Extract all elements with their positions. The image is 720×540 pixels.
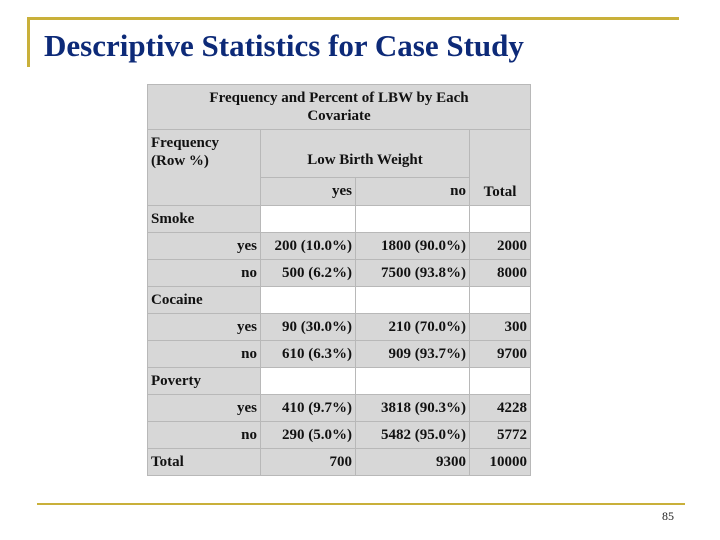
col-header-total: Total	[470, 130, 531, 206]
cell-total: 9700	[470, 341, 531, 368]
total-no: 9300	[356, 449, 470, 476]
cell-no: 1800 (90.0%)	[356, 233, 470, 260]
cell-no: 7500 (93.8%)	[356, 260, 470, 287]
header-row	[148, 130, 531, 178]
table-caption	[148, 85, 531, 130]
cell-yes: 410 (9.7%)	[261, 395, 356, 422]
cell-no: 909 (93.7%)	[356, 341, 470, 368]
col-header-no: no	[356, 178, 470, 206]
table-row	[148, 422, 531, 449]
cell-yes: 290 (5.0%)	[261, 422, 356, 449]
frequency-table-container	[147, 84, 531, 476]
cell-total: 5772	[470, 422, 531, 449]
slide-frame-bottom-line	[37, 503, 685, 505]
cell-no: 210 (70.0%)	[356, 314, 470, 341]
frequency-table	[147, 84, 531, 476]
cell-yes: 610 (6.3%)	[261, 341, 356, 368]
page-number: 85	[662, 509, 674, 523]
cell-no: 5482 (95.0%)	[356, 422, 470, 449]
col-header-yes: yes	[261, 178, 356, 206]
group-row-poverty	[148, 368, 531, 395]
cell-total: 8000	[470, 260, 531, 287]
caption-line: Covariate	[307, 108, 371, 124]
table-row	[148, 341, 531, 368]
table-row	[148, 233, 531, 260]
table-row	[148, 314, 531, 341]
group-row-cocaine	[148, 287, 531, 314]
group-header-low-birth-weight: Low Birth Weight	[261, 130, 470, 178]
group-row-smoke	[148, 206, 531, 233]
slide-frame-top-line	[27, 17, 679, 20]
row-level: no	[148, 422, 261, 449]
cell-total: 300	[470, 314, 531, 341]
row-level: yes	[148, 314, 261, 341]
total-yes: 700	[261, 449, 356, 476]
row-level: no	[148, 341, 261, 368]
cell-total: 2000	[470, 233, 531, 260]
corner-line: (Row %)	[151, 153, 209, 169]
group-label: Smoke	[148, 206, 261, 233]
total-row-label: Total	[148, 449, 261, 476]
cell-yes: 500 (6.2%)	[261, 260, 356, 287]
caption-row	[148, 85, 531, 130]
cell-total: 4228	[470, 395, 531, 422]
table-row	[148, 395, 531, 422]
group-label: Cocaine	[148, 287, 261, 314]
caption-line: Frequency and Percent of LBW by Each	[209, 90, 469, 106]
group-label: Poverty	[148, 368, 261, 395]
cell-yes: 200 (10.0%)	[261, 233, 356, 260]
total-row	[148, 449, 531, 476]
cell-yes: 90 (30.0%)	[261, 314, 356, 341]
row-level: yes	[148, 233, 261, 260]
row-level: no	[148, 260, 261, 287]
table-row	[148, 260, 531, 287]
cell-no: 3818 (90.3%)	[356, 395, 470, 422]
grand-total: 10000	[470, 449, 531, 476]
slide-frame-left-line	[27, 17, 30, 67]
slide-title: Descriptive Statistics for Case Study	[44, 28, 524, 63]
row-level: yes	[148, 395, 261, 422]
corner-line: Frequency	[151, 135, 220, 151]
corner-header	[148, 130, 261, 206]
